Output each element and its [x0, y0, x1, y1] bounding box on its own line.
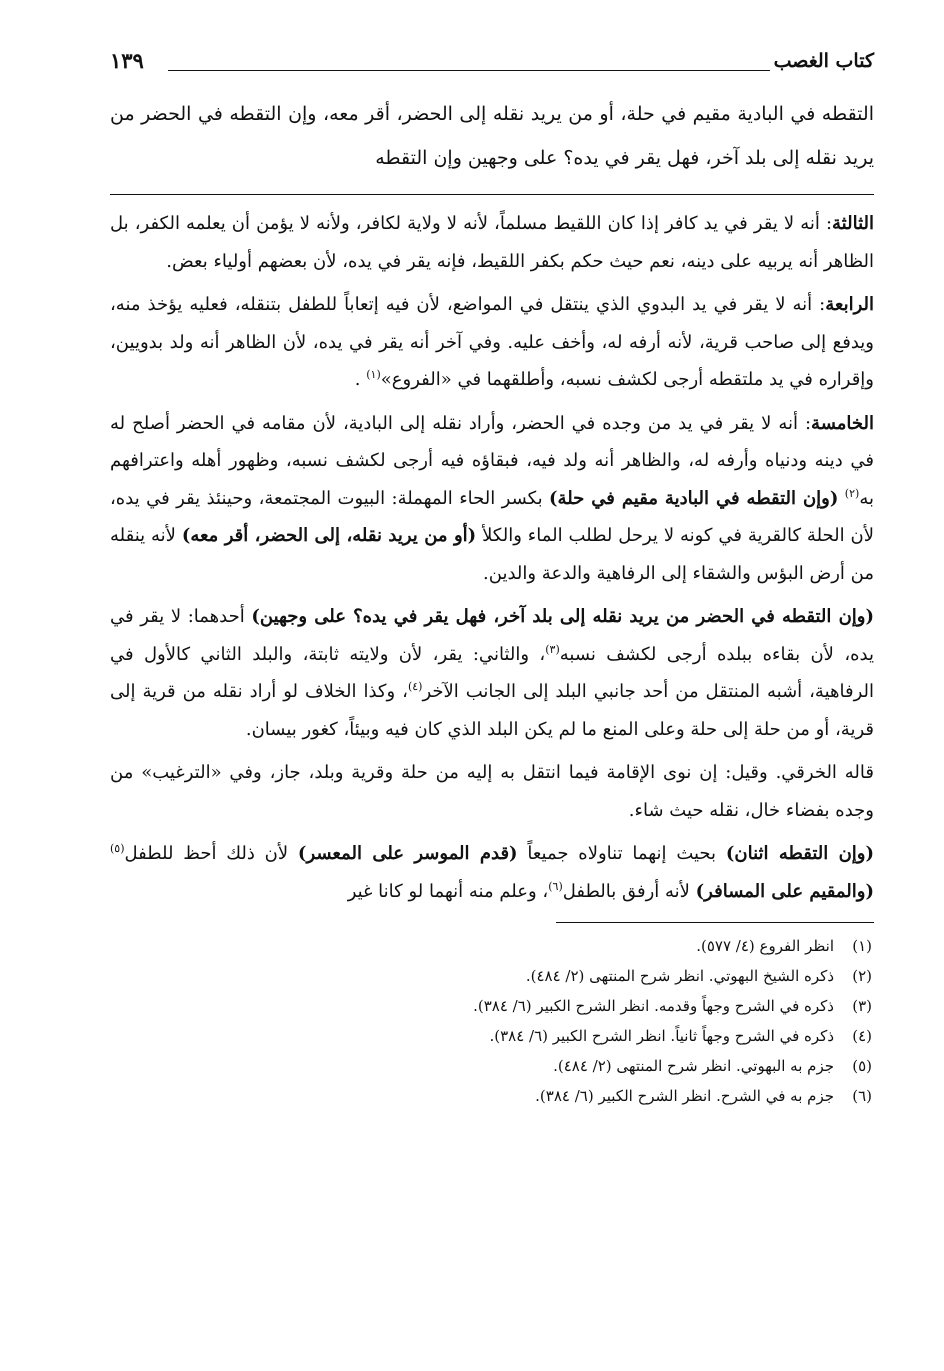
paragraph-text: : أنه لا يقر في يد من وجده في الحضر، وأراد نقله إلى البادية، لأن مقامه في الحضر أصلح له في دينه ودنياه وأرفه له، والظاهر أنه ولد فيه، فبقاؤه فيه أرجى لكشف نسبه، وظهور أهله واعترافهم به [110, 412, 874, 509]
paragraph-two-finders [110, 835, 874, 910]
footnote-text: انظر الفروع (٤/ ٥٧٧). [696, 937, 834, 955]
footnote-item [110, 991, 874, 1021]
footnote-number: (٥) [852, 1057, 872, 1075]
matn-quote: (وإن التقطه في الحضر من يريد نقله إلى بلد آخر، فهل يقر في يده؟ على وجهين) [251, 606, 874, 627]
footnote-ref: (٤) [407, 680, 423, 693]
paragraph-lead: الثالثة [832, 213, 874, 234]
paragraph-text: ، والثاني: يقر، لأن ولايته ثابتة، والبلد الثاني كالأول في الرفاهية، أشبه المنتقل من أحد جانبي البلد إلى الجانب الآخر [110, 643, 874, 702]
footnote-number: (٤) [852, 1027, 872, 1045]
matn-text: التقطه في البادية مقيم في حلة، أو من يريد نقله إلى الحضر، أقر معه، وإن التقطه في الحضر من يريد نقله إلى بلد آخر، فهل يقر في يده؟ على وجهين وإن التقطه [110, 103, 874, 169]
paragraph-kharaqi [110, 754, 874, 829]
paragraph-lead: الخامسة [811, 412, 874, 434]
footnote-text: جزم به في الشرح. انظر الشرح الكبير (٦/ ٣٨٤). [535, 1087, 834, 1105]
running-header [110, 44, 874, 78]
footnote-item [110, 961, 874, 991]
paragraph-tail: . [354, 369, 361, 390]
footnote-ref: (٥) [110, 842, 125, 855]
footnote-ref: (٢) [844, 486, 860, 500]
paragraph-transfer [110, 598, 874, 748]
footnote-item [110, 1081, 874, 1111]
paragraph-text: قاله الخرقي. وقيل: إن نوى الإقامة فيما انتقل به إليه من حلة وقرية وبلد، جاز، وفي «الترغيب» من وجده بفضاء خال، نقله حيث شاء. [110, 762, 874, 821]
paragraph-text: لأنه أرفق بالطفل [562, 880, 690, 902]
footnote-item [110, 1051, 874, 1081]
paragraph-text: : أنه لا يقر في يد كافر إذا كان اللقيط مسلماً، لأنه لا ولاية لكافر، ولأنه لا يؤمن أن يعلمه الكفر، بل الظاهر أنه يربيه على دينه، نعم حيث حكم بكفر اللقيط، فإنه يقر في يده، لأن بعضهم أولياء بعض. [110, 213, 874, 272]
paragraph-fourth [110, 286, 874, 399]
paragraph-text: أحدهما: لا يقر في يده، لأن بقاءه ببلده أرجى لكشف نسبه [110, 606, 875, 665]
matn-quote: (والمقيم على المسافر) [695, 880, 874, 902]
paragraph-lead: الرابعة [825, 294, 874, 315]
footnote-text: جزم به البهوتي. انظر شرح المنتهى (٢/ ٤٨٤). [553, 1057, 834, 1075]
matn-quote: (أو من يريد نقله، إلى الحضر، أقر معه) [181, 525, 477, 546]
footnote-number: (١) [852, 937, 872, 955]
paragraph-third [110, 205, 874, 280]
paragraph-fifth [110, 405, 874, 593]
header-rule [168, 70, 770, 71]
footnote-item [110, 931, 874, 961]
paragraph-text: لأنه ينقله من أرض البؤس والشقاء إلى الرفاهية والدعة والدين. [110, 525, 874, 584]
paragraph-text: بحيث إنهما تناولاه جميعاً [527, 843, 717, 864]
book-page [110, 44, 874, 1111]
chapter-title: كتاب الغصب [773, 50, 874, 72]
paragraph-text: ، وكذا الخلاف لو أراد نقله من قرية إلى قرية، أو من حلة إلى حلة وعلى المنع ما لم يكن البلد الذي كان فيه وبيئاً، كغور بيسان. [110, 681, 874, 740]
footnote-text: ذكره في الشرح وجهاً وقدمه. انظر الشرح الكبير (٦/ ٣٨٤). [473, 997, 834, 1015]
footnote-text: ذكره في الشرح وجهاً ثانياً. انظر الشرح الكبير (٦/ ٣٨٤). [489, 1027, 834, 1045]
footnote-number: (٢) [852, 967, 872, 985]
page-number: ١٣٩ [110, 48, 144, 73]
matn-quote: (قدم الموسر على المعسر) [297, 843, 518, 864]
footnote-text: ذكره الشيخ البهوتي. انظر شرح المنتهى (٢/ ٤٨٤). [525, 967, 834, 985]
footnote-ref: (٣) [545, 642, 560, 656]
footnotes [110, 931, 874, 1111]
paragraph-text: بكسر الحاء المهملة: البيوت المجتمعة، وحينئذ يقر في يده، لأن الحلة كالقرية في كونه لا يرحل لطلب الماء والكلأ [110, 487, 874, 546]
matn-quote: (وإن التقطه اثنان) [725, 843, 875, 864]
matn-separator-rule [110, 194, 874, 195]
paragraph-text: لأن ذلك أحظ للطفل [124, 843, 289, 864]
footnote-number: (٦) [852, 1087, 872, 1105]
matn-quote: (وإن التقطه في البادية مقيم في حلة) [549, 487, 839, 509]
footnote-item [110, 1021, 874, 1051]
footnote-rule [556, 922, 874, 923]
footnote-number: (٣) [852, 997, 872, 1015]
footnote-ref: (٦) [548, 879, 563, 893]
paragraph-text: : أنه لا يقر في يد البدوي الذي ينتقل في المواضع، لأن فيه إتعاباً للطفل بتنقله، فعليه يؤخذ منه، ويدفع إلى صاحب قرية، لأنه أرفه له، وأخف عليه. وفي آخر أنه يقر في يده، لأن الظاهر أنه ولد بدويين، وإقراره في يد ملتقطه أرجى لكشف نسبه، وأطلقهما في «الفروع» [110, 294, 874, 390]
paragraph-text: ، وعلم منه أنهما لو كانا غير [347, 880, 549, 902]
footnote-ref: (١) [366, 368, 381, 381]
